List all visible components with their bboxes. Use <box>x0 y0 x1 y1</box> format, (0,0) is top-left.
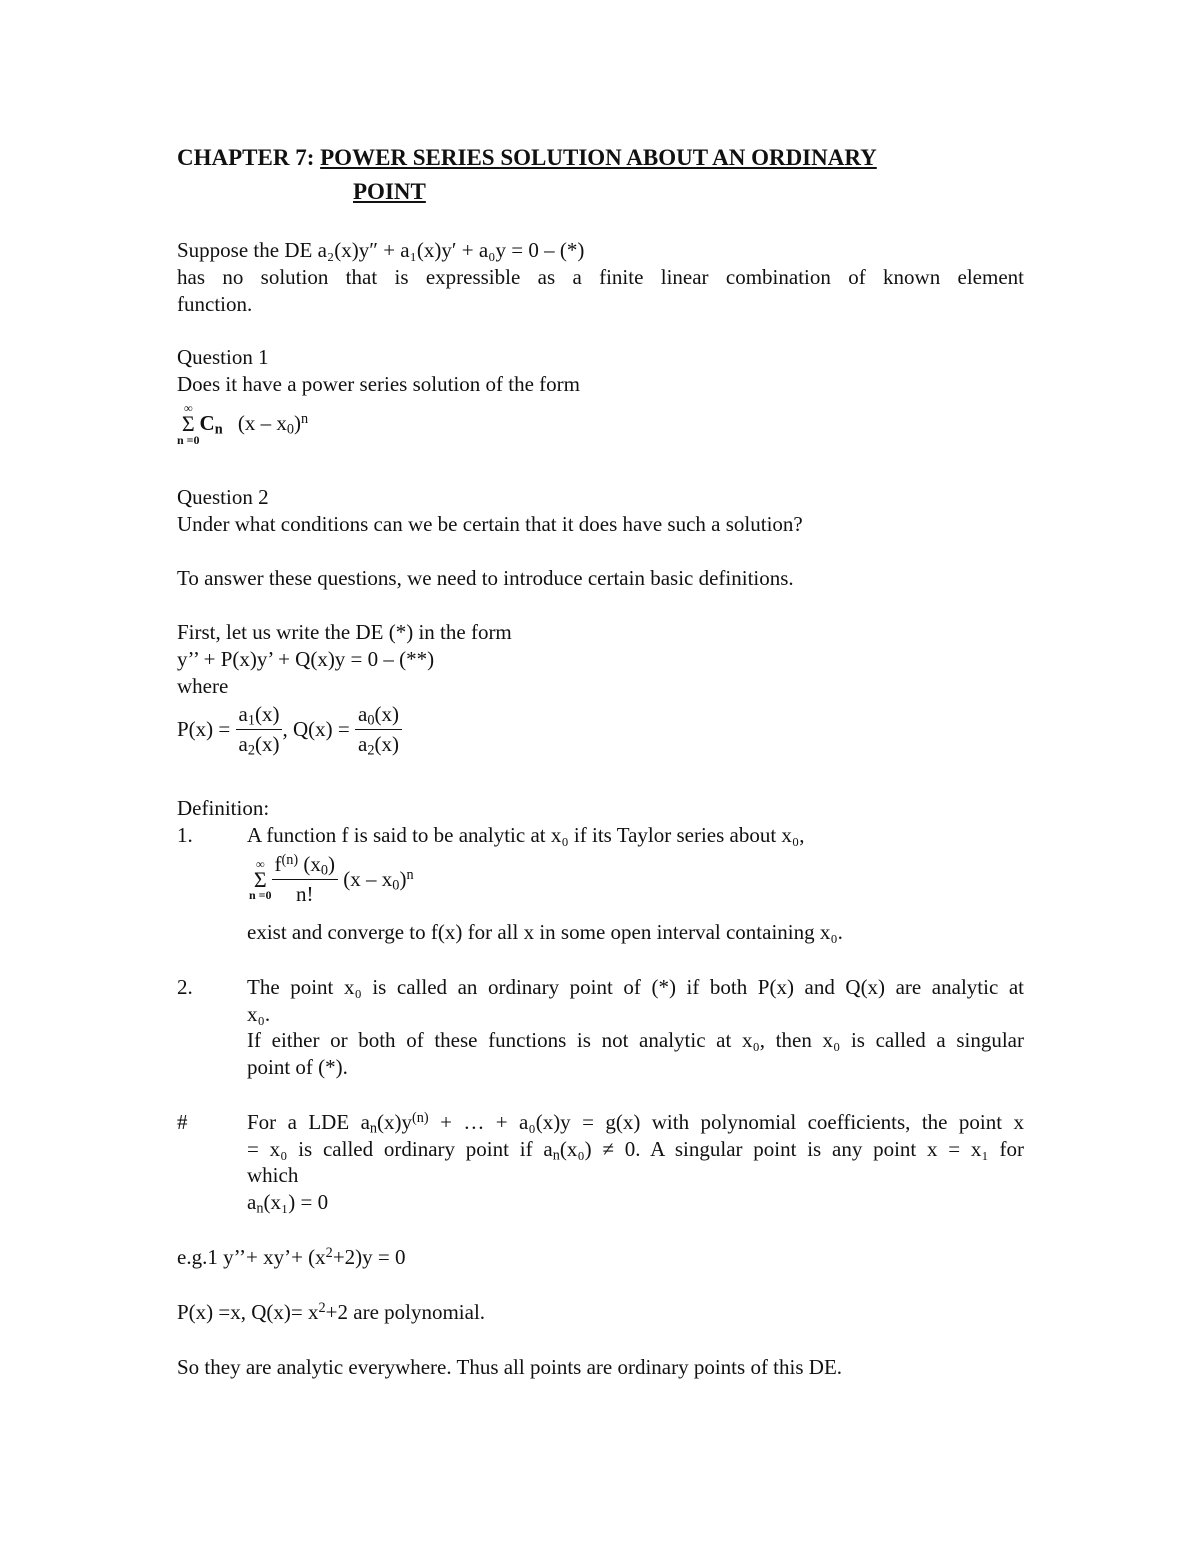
power-series-formula <box>177 402 308 446</box>
taylor-term: $(x - x_0)^n$ <box>343 866 414 894</box>
example-pq: P(x) =x, $Q(x)= x^2+2$ are polynomial. <box>177 1299 486 1324</box>
rewrite-where: where <box>177 674 229 698</box>
example-conclusion: So they are analytic everywhere. Thus all points are ordinary points of this DE. <box>177 1355 843 1379</box>
definition-item1-text: A function f is said to be analytic at x₀ if its Taylor series about x₀, <box>247 823 805 847</box>
taylor-series-formula <box>249 852 414 907</box>
intro-line1: Suppose the DE a₂(x)y″ + a₁(x)y′ + a₀y = 0 – (*) <box>177 238 585 262</box>
question1-text: Does it have a power series solution of the form <box>177 372 580 396</box>
question1-label: Question 1 <box>177 345 269 369</box>
example-equation: e.g.1 y’’+ xy’+ $(x^2+2)y = 0$ <box>177 1244 406 1269</box>
rewrite-equation: y’’ + P(x)y’ + Q(x)y = 0 – (**) <box>177 647 435 671</box>
definition-item3-marker: # <box>177 1110 188 1134</box>
chapter-title <box>177 145 877 171</box>
answer-intro: To answer these questions, we need to introduce certain basic definitions. <box>177 566 794 590</box>
definition-item1-continuation: exist and converge to f(x) for all x in some open interval containing x₀. <box>247 920 843 944</box>
question2-label: Question 2 <box>177 485 269 509</box>
q-label: , Q(x) = <box>282 717 355 741</box>
series-term: $(x - x_0)^n$ <box>237 411 309 438</box>
definition-item3-line4: $a_n(x_1) = 0$ <box>247 1190 329 1217</box>
p-label: P(x) = <box>177 717 236 741</box>
question2-text: Under what conditions can we be certain that it does have such a solution? <box>177 512 803 536</box>
definition-item3-line3: which <box>247 1163 299 1187</box>
sum-symbol <box>177 402 200 446</box>
chapter-title-line1: POWER SERIES SOLUTION ABOUT AN ORDINARY <box>320 145 877 170</box>
q-fraction: $\frac{a_0(x)}{a_2(x)}$ <box>355 702 402 757</box>
definition-item2-line3: If either or both of these functions is not analytic at x₀, then x₀ is called a singular <box>247 1028 1024 1052</box>
sigma-sign: Σ <box>181 411 195 436</box>
definition-item3-line1: For a LDE $a_n(x)y^{(n)}$ + … + a₀(x)y = g(x) with polynomial coefficients, the point x <box>247 1109 1025 1137</box>
taylor-fraction: $\frac{f^{(n)} (x_0)}{n!}$ <box>272 852 339 907</box>
definition-heading: Definition: <box>177 796 270 820</box>
coefficient: $C_n$ <box>199 411 223 438</box>
definition-item2-line4: point of (*). <box>247 1055 348 1079</box>
definition-item1-number: 1. <box>177 823 193 847</box>
definition-item3-line2: = x₀ is called ordinary point if $a_n(x_0) \ne 0$. A singular point is any point x = x₁ for <box>247 1137 1025 1164</box>
intro-line2: has no solution that is expressible as a finite linear combination of known element <box>177 265 1024 289</box>
chapter-title-line2: POINT <box>353 179 426 204</box>
definition-item2-line2: x₀. <box>247 1002 271 1026</box>
sum-upper-limit: ∞ <box>183 401 193 415</box>
taylor-sum-symbol: ∞ Σ n =0 <box>249 856 272 903</box>
p-fraction: $\frac{a_1(x)}{a_2(x)}$ <box>236 702 283 757</box>
definition-item2-number: 2. <box>177 975 193 999</box>
definition-item2-line1: The point x₀ is called an ordinary point of (*) if both P(x) and Q(x) are analytic at <box>247 975 1024 999</box>
chapter-prefix: CHAPTER 7: <box>177 145 321 170</box>
rewrite-line1: First, let us write the DE (*) in the form <box>177 620 512 644</box>
intro-line3: function. <box>177 292 253 316</box>
sum-lower-limit: n =0 <box>177 432 200 447</box>
pq-definition <box>177 702 402 757</box>
